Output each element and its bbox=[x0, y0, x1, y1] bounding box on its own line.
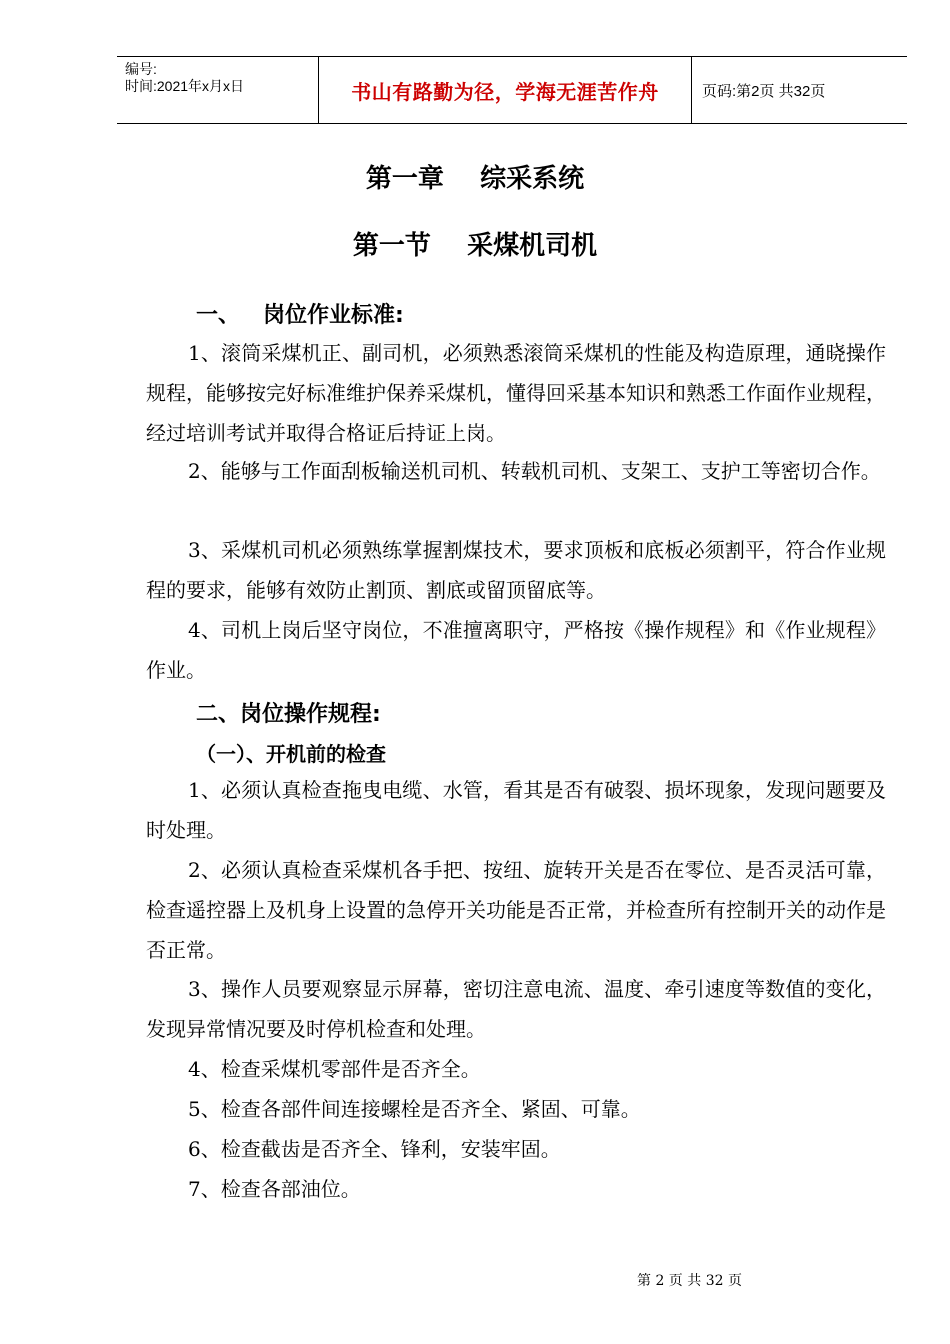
part2-item-6: 6、检查截齿是否齐全、锋利，安装牢固。 bbox=[188, 1137, 561, 1161]
part2-item-2: 2、必须认真检查采煤机各手把、按纽、旋转开关是否在零位、是否灵活可靠，检查遥控器上及机身上设置的急停开关功能是否正常，并检查所有控制开关的动作是否正常。 bbox=[146, 858, 886, 962]
header-motto: 书山有路勤为径，学海无涯苦作舟 bbox=[319, 57, 692, 123]
part1-item-1: 1、滚筒采煤机正、副司机，必须熟悉滚筒采煤机的性能及构造原理，通晓操作规程，能够按完好标准维护保养采煤机，懂得回采基本知识和熟悉工作面作业规程，经过培训考试并取得合格证后持证上岗。 bbox=[146, 341, 886, 445]
part2-heading: 二、岗位操作规程: bbox=[196, 702, 381, 727]
part1-item-2: 2、能够与工作面刮板输送机司机、转载机司机、支架工、支护工等密切合作。 bbox=[188, 459, 881, 483]
part1-item-4: 4、司机上岗后坚守岗位，不准擅离职守，严格按《操作规程》和《作业规程》作业。 bbox=[146, 618, 886, 682]
header-meta bbox=[117, 57, 319, 123]
chapter-title: 第一章 综采系统 bbox=[365, 164, 585, 194]
section-title: 第一节 采煤机司机 bbox=[352, 231, 598, 261]
page-footer: 第 2 页 共 32 页 bbox=[637, 1273, 742, 1289]
header-page-number: 页码:第2页 共32页 bbox=[702, 82, 826, 100]
part2-item-1: 1、必须认真检查拖曳电缆、水管，看其是否有破裂、损坏现象，发现问题要及时处理。 bbox=[146, 778, 886, 842]
document-time-label: 时间:2021年x月x日 bbox=[125, 78, 245, 94]
part2-item-4: 4、检查采煤机零部件是否齐全。 bbox=[188, 1057, 481, 1081]
part2-sub-heading: （一）、开机前的检查 bbox=[196, 742, 386, 766]
document-number-label: 编号: bbox=[125, 61, 157, 77]
page-header bbox=[117, 56, 907, 124]
part2-item-3: 3、操作人员要观察显示屏幕，密切注意电流、温度、牵引速度等数值的变化，发现异常情况要及时停机检查和处理。 bbox=[146, 977, 886, 1041]
part1-heading: 一、 岗位作业标准: bbox=[196, 303, 404, 328]
part2-item-7: 7、检查各部油位。 bbox=[188, 1177, 361, 1201]
part1-item-3: 3、采煤机司机必须熟练掌握割煤技术，要求顶板和底板必须割平，符合作业规程的要求，能够有效防止割顶、割底或留顶留底等。 bbox=[146, 538, 886, 602]
part2-item-5: 5、检查各部件间连接螺栓是否齐全、紧固、可靠。 bbox=[188, 1097, 641, 1121]
